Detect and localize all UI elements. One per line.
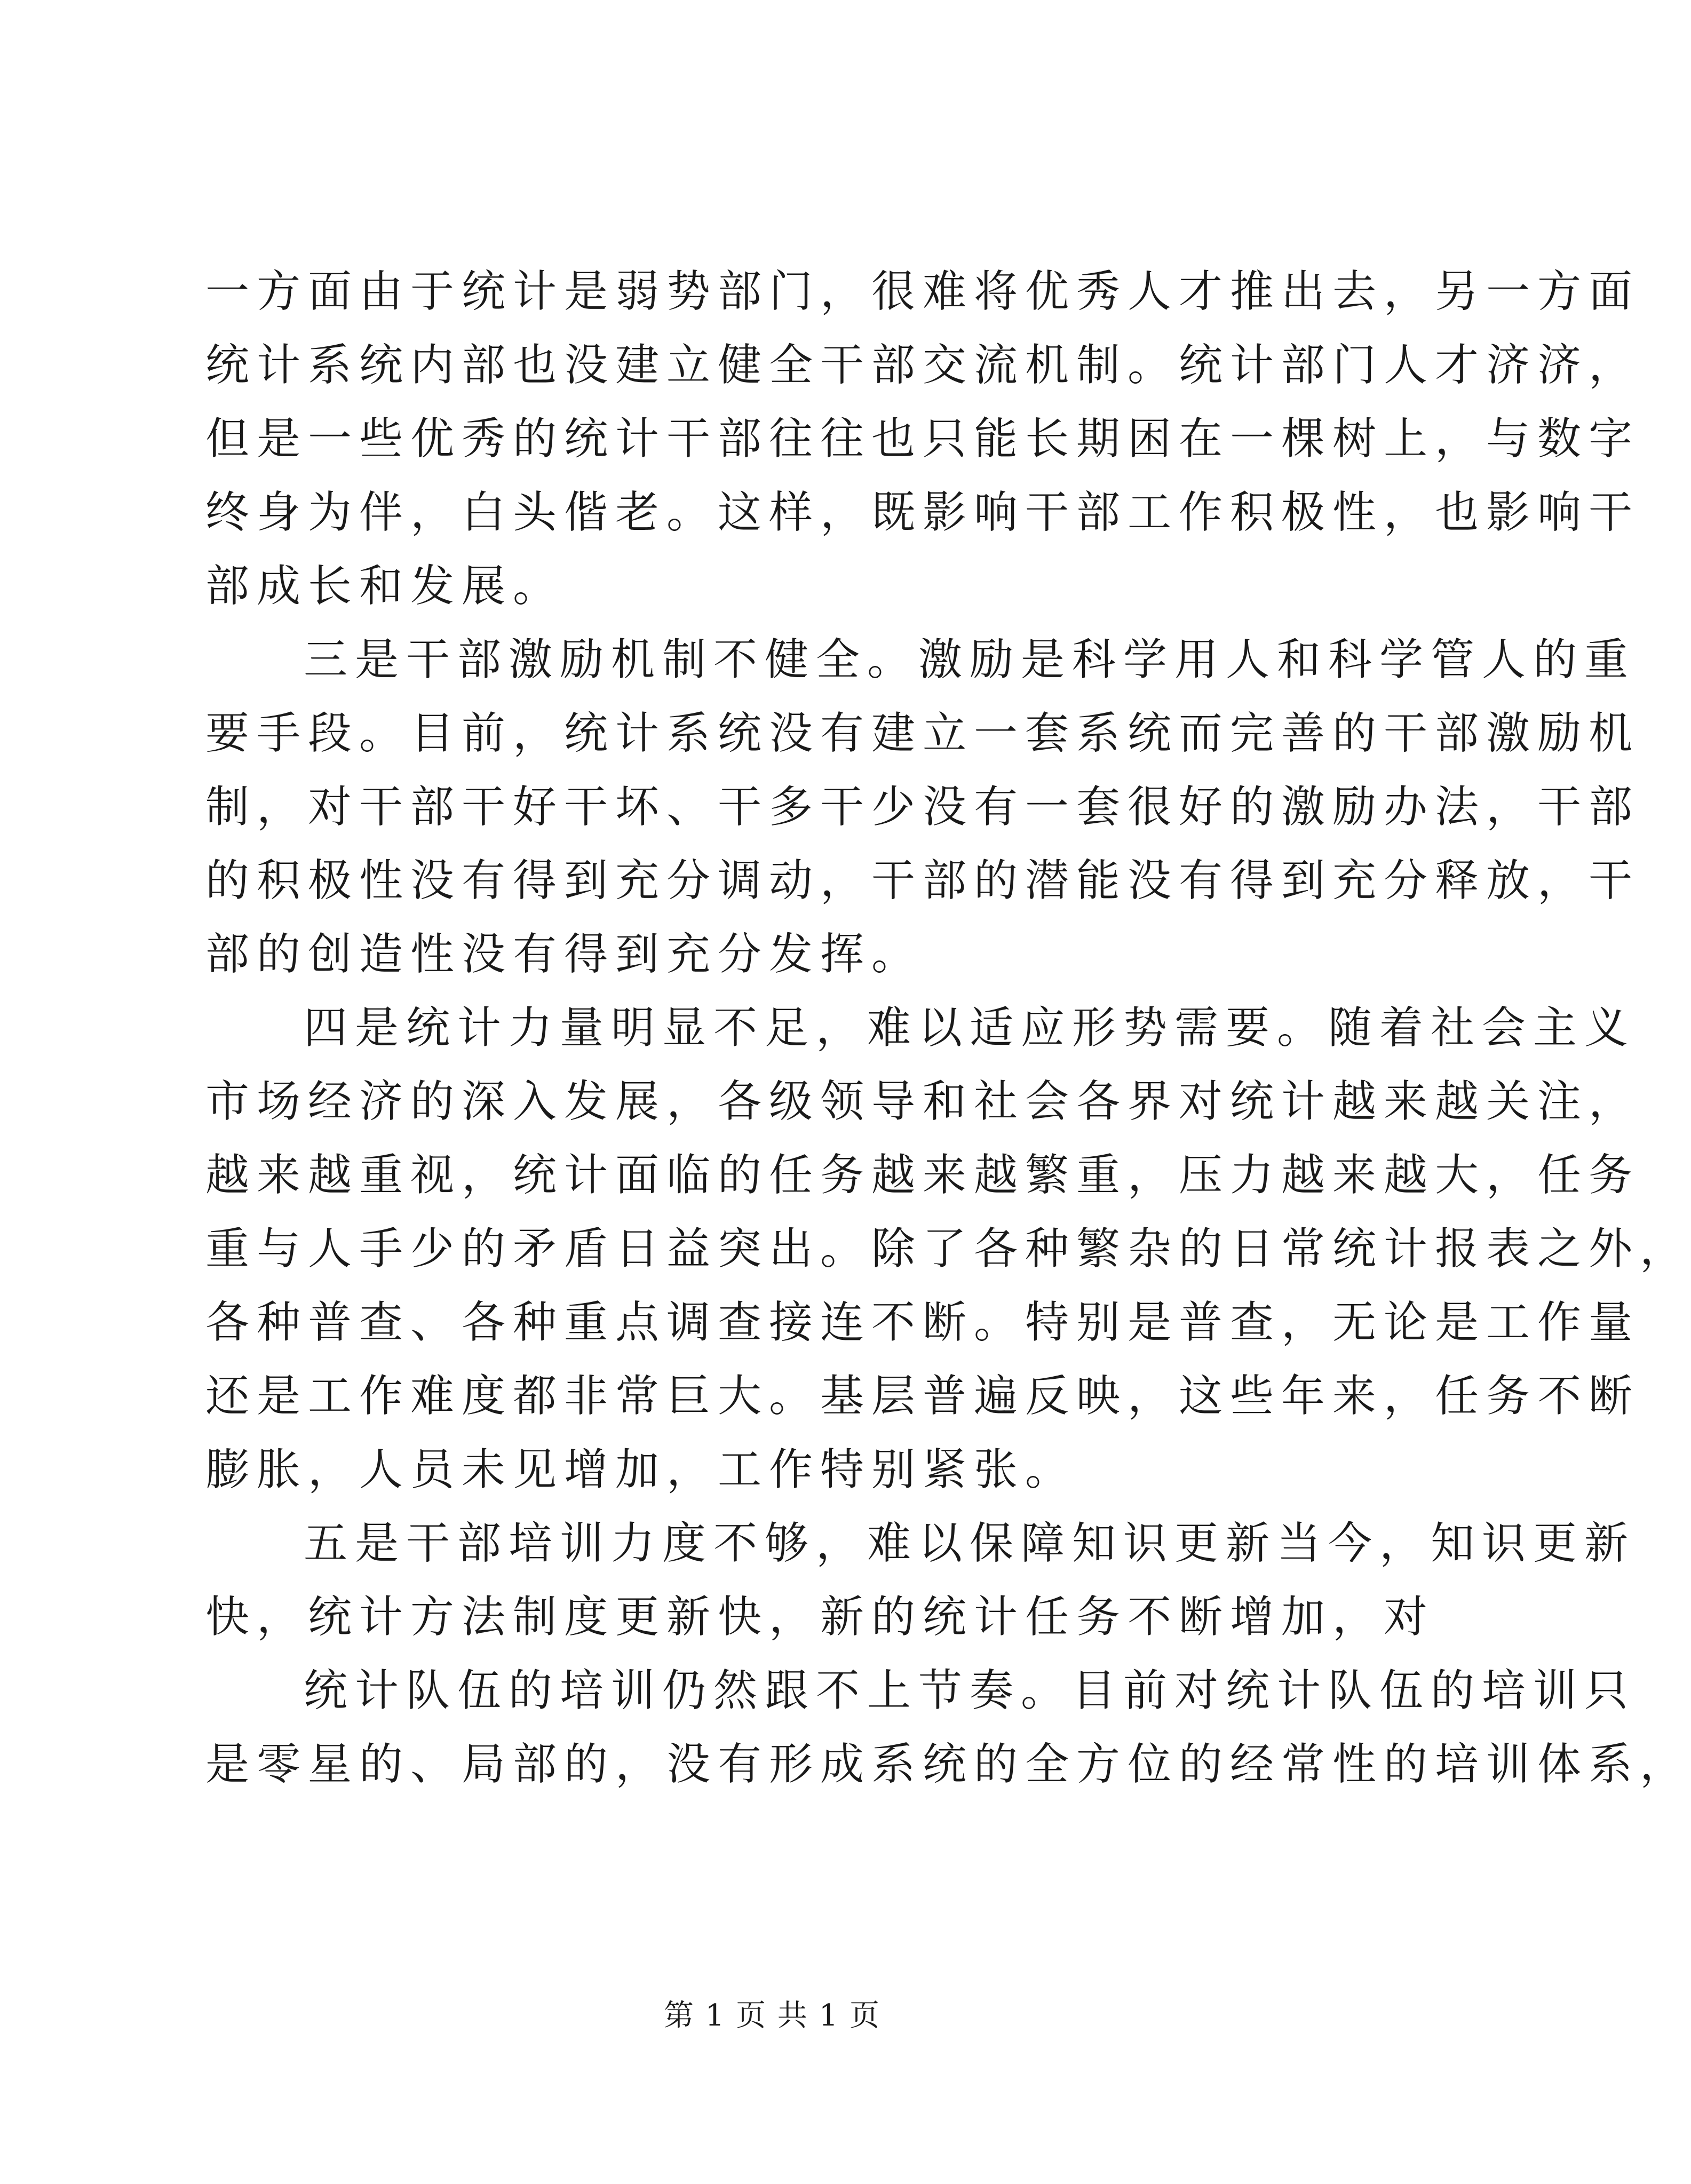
text-line: 要手段。目前，统计系统没有建立一套系统而完善的干部激励机 <box>205 708 1640 759</box>
paragraph-start-line: 五是干部培训力度不够，难以保障知识更新当今，知识更新 <box>304 1518 1636 1569</box>
text-line: 重与人手少的矛盾日益突出。除了各种繁杂的日常统计报表之外， <box>205 1224 1691 1274</box>
page-number-label: 第 1 页 共 1 页 <box>663 1998 881 2033</box>
text-line: 还是工作难度都非常巨大。基层普遍反映，这些年来，任务不断 <box>205 1371 1640 1421</box>
text-line: 一方面由于统计是弱势部门，很难将优秀人才推出去，另一方面 <box>205 266 1640 317</box>
text-line: 越来越重视，统计面临的任务越来越繁重，压力越来越大，任务 <box>205 1150 1640 1201</box>
text-line: 但是一些优秀的统计干部往往也只能长期困在一棵树上，与数字 <box>205 414 1640 464</box>
text-line: 的积极性没有得到充分调动，干部的潜能没有得到充分释放，干 <box>205 855 1640 906</box>
text-line: 各种普查、各种重点调查接连不断。特别是普查，无论是工作量 <box>205 1297 1640 1348</box>
text-line: 快，统计方法制度更新快，新的统计任务不断增加，对 <box>205 1592 1435 1642</box>
paragraph-start-line: 统计队伍的培训仍然跟不上节奏。目前对统计队伍的培训只 <box>304 1665 1636 1716</box>
text-line: 是零星的、局部的，没有形成系统的全方位的经常性的培训体系， <box>205 1739 1691 1790</box>
text-line: 市场经济的深入发展，各级领导和社会各界对统计越来越关注， <box>205 1076 1640 1127</box>
text-line: 终身为伴，白头偕老。这样，既影响干部工作积极性，也影响干 <box>205 487 1640 538</box>
text-line: 部成长和发展。 <box>205 561 565 611</box>
paragraph-start-line: 三是干部激励机制不健全。激励是科学用人和科学管人的重 <box>304 634 1636 685</box>
text-line: 膨胀，人员未见增加，工作特别紧张。 <box>205 1444 1077 1495</box>
body-text <box>205 255 1691 1801</box>
text-line: 统计系统内部也没建立健全干部交流机制。统计部门人才济济， <box>205 340 1640 391</box>
paragraph-start-line: 四是统计力量明显不足，难以适应形势需要。随着社会主义 <box>304 1003 1636 1053</box>
text-line: 制，对干部干好干坏、干多干少没有一套很好的激励办法，干部 <box>205 782 1640 832</box>
page-footer <box>0 1995 1544 2037</box>
text-line: 部的创造性没有得到充分发挥。 <box>205 929 923 980</box>
